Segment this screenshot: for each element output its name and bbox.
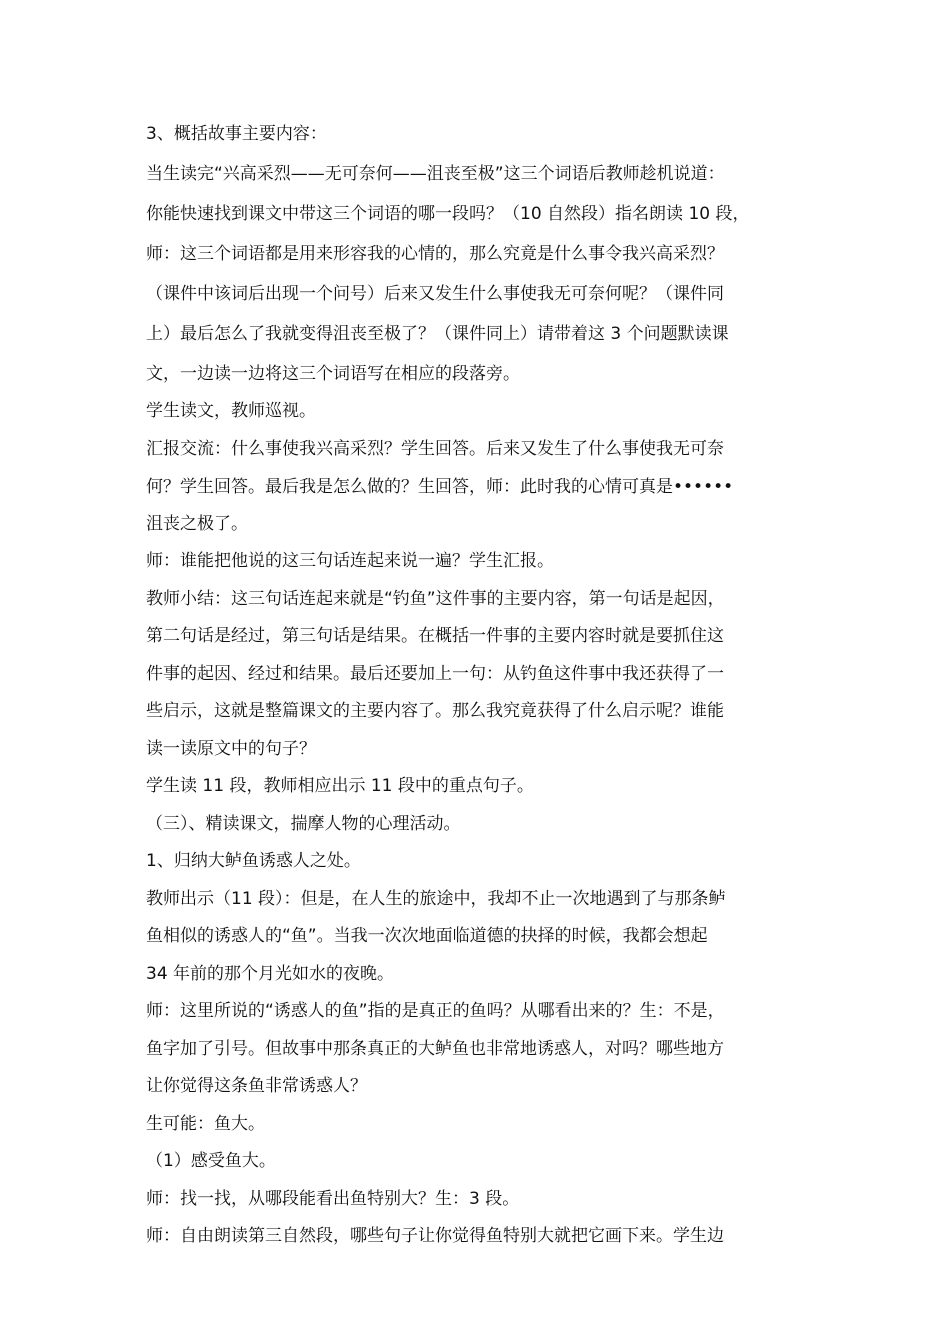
text-line: 文，一边读一边将这三个词语写在相应的段落旁。 [146,364,520,384]
text-line: 学生读文，教师巡视。 [146,401,316,421]
text-line: 让你觉得这条鱼非常诱惑人？ [146,1076,367,1096]
text-line: 师：自由朗读第三自然段，哪些句子让你觉得鱼特别大就把它画下来。学生边 [146,1226,724,1246]
text-line: 汇报交流：什么事使我兴高采烈？学生回答。后来又发生了什么事使我无可奈 [146,439,724,459]
text-line: 第二句话是经过，第三句话是结果。在概括一件事的主要内容时就是要抓住这 [146,626,724,646]
text-line: 34 年前的那个月光如水的夜晚。 [146,964,395,984]
text-line: 你能快速找到课文中带这三个词语的哪一段吗？（10 自然段）指名朗读 10 段， [146,204,750,224]
text-line: （1）感受鱼大。 [146,1151,276,1171]
text-line: 学生读 11 段，教师相应出示 11 段中的重点句子。 [146,776,534,796]
text-line: 件事的起因、经过和结果。最后还要加上一句：从钓鱼这件事中我还获得了一 [146,664,724,684]
text-line: 师：这里所说的“诱惑人的鱼”指的是真正的鱼吗？从哪看出来的？生：不是， [146,1001,725,1021]
text-line: （课件中该词后出现一个问号）后来又发生什么事使我无可奈何呢？（课件同 [146,284,724,304]
text-line: 教师出示（11 段）：但是，在人生的旅途中，我却不止一次地遇到了与那条鲈 [146,889,726,909]
text-line: 师：这三个词语都是用来形容我的心情的，那么究竟是什么事令我兴高采烈？ [146,244,724,264]
text-line: 教师小结：这三句话连起来就是“钓鱼”这件事的主要内容，第一句话是起因， [146,589,725,609]
text-line: 何？学生回答。最后我是怎么做的？生回答，师：此时我的心情可真是•••••• [146,477,734,497]
text-line: 鱼相似的诱惑人的“鱼”。当我一次次地面临道德的抉择的时候，我都会想起 [146,926,708,946]
text-line: 3、概括故事主要内容： [146,124,327,144]
text-line: 些启示，这就是整篇课文的主要内容了。那么我究竟获得了什么启示呢？谁能 [146,701,724,721]
text-line: 师：找一找，从哪段能看出鱼特别大？生：3 段。 [146,1189,520,1209]
text-line: 沮丧之极了。 [146,514,248,534]
text-line: 1、归纳大鲈鱼诱惑人之处。 [146,851,361,871]
text-line: 当生读完“兴高采烈——无可奈何——沮丧至极”这三个词语后教师趁机说道： [146,164,725,184]
text-line: （三）、精读课文，揣摩人物的心理活动。 [146,814,461,834]
text-line: 师：谁能把他说的这三句话连起来说一遍？学生汇报。 [146,551,554,571]
text-line: 上）最后怎么了我就变得沮丧至极了？（课件同上）请带着这 3 个问题默读课 [146,324,729,344]
text-line: 读一读原文中的句子？ [146,739,316,759]
text-line: 生可能：鱼大。 [146,1114,265,1134]
text-line: 鱼字加了引号。但故事中那条真正的大鲈鱼也非常地诱惑人，对吗？哪些地方 [146,1039,724,1059]
